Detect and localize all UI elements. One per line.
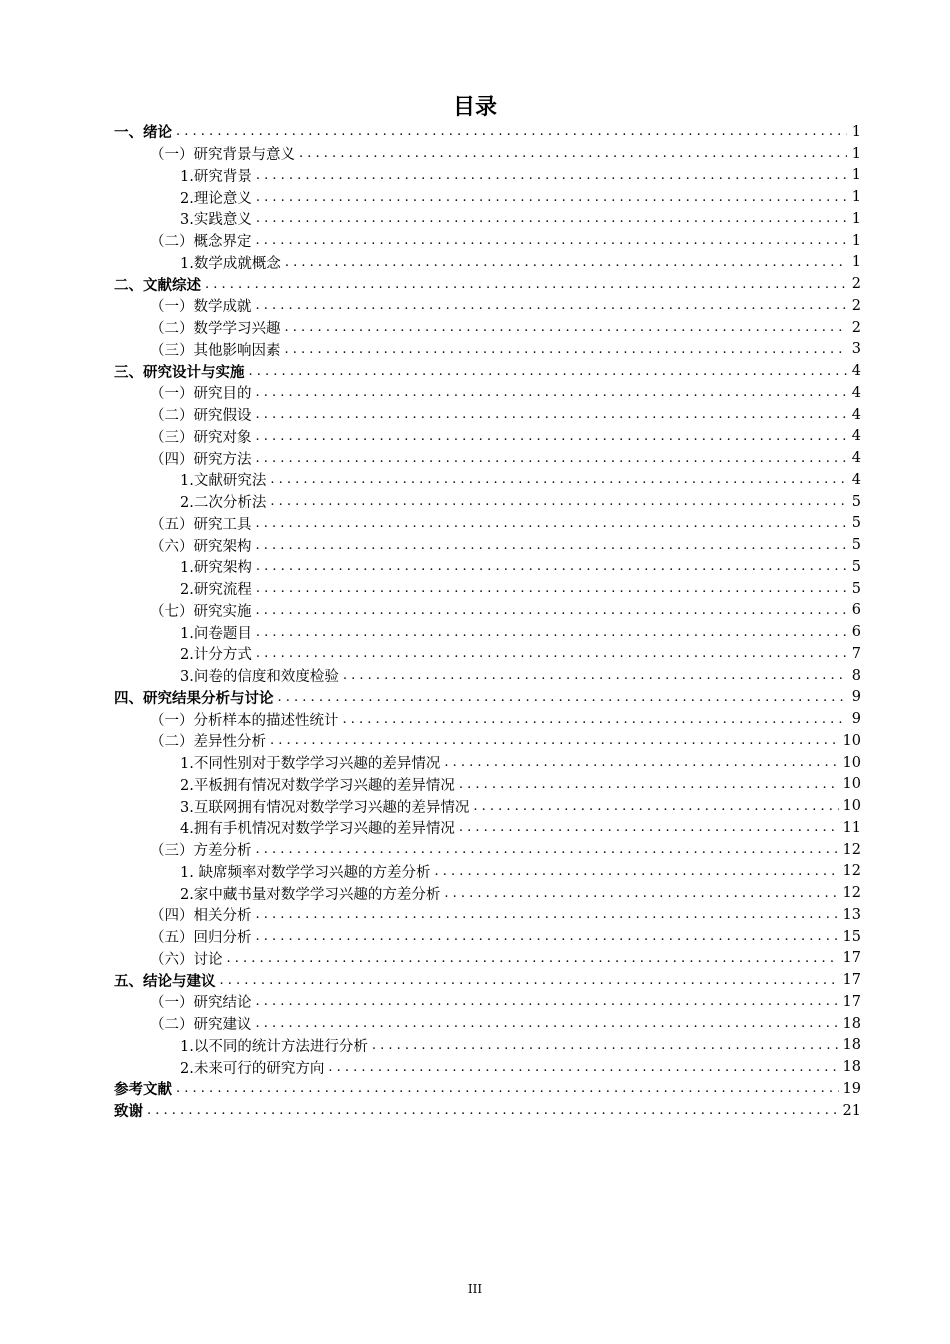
toc-leader-dots <box>270 733 839 748</box>
toc-entry-label: （四）研究方法 <box>150 451 252 468</box>
toc-entry[interactable] <box>114 513 861 535</box>
toc-entry-page: 4 <box>851 450 861 467</box>
toc-entry[interactable] <box>114 839 861 861</box>
toc-entry[interactable] <box>114 578 861 600</box>
toc-entry[interactable] <box>114 687 861 709</box>
toc-entry-label: 一、绪论 <box>114 125 172 142</box>
toc-entry-page: 8 <box>851 667 861 684</box>
toc-entry[interactable] <box>114 665 861 687</box>
toc-entry-page: 18 <box>842 1015 861 1032</box>
toc-leader-dots <box>256 603 848 618</box>
toc-entry-page: 1 <box>851 210 861 227</box>
toc-entry-label: 1.数学成就概念 <box>180 255 281 272</box>
toc-entry[interactable] <box>114 426 861 448</box>
toc-entry-page: 18 <box>842 1059 861 1076</box>
toc-entry[interactable] <box>114 948 861 970</box>
toc-entry[interactable] <box>114 534 861 556</box>
toc-entry-label: （一）研究结论 <box>150 995 252 1012</box>
toc-leader-dots <box>256 907 839 922</box>
toc-leader-dots <box>256 516 848 531</box>
toc-entry[interactable] <box>114 121 861 143</box>
toc-entry-label: （七）研究实施 <box>150 603 252 620</box>
toc-entry-page: 1 <box>851 232 861 249</box>
toc-entry-page: 5 <box>851 515 861 532</box>
toc-entry[interactable] <box>114 273 861 295</box>
toc-entry-label: （二）研究假设 <box>150 408 252 425</box>
toc-entry-label: 2.未来可行的研究方向 <box>180 1060 325 1077</box>
toc-entry[interactable] <box>114 208 861 230</box>
toc-entry[interactable] <box>114 295 861 317</box>
toc-entry[interactable] <box>114 165 861 187</box>
toc-entry-label: 1.以不同的统计方法进行分析 <box>180 1038 368 1055</box>
toc-entry[interactable] <box>114 861 861 883</box>
toc-entry-label: 1.研究架构 <box>180 560 252 577</box>
toc-entry[interactable] <box>114 752 861 774</box>
toc-entry-label: 2.平板拥有情况对数学学习兴趣的差异情况 <box>180 777 455 794</box>
toc-entry-page: 6 <box>851 602 861 619</box>
toc-entry-label: 2.二次分析法 <box>180 495 267 512</box>
toc-entry[interactable] <box>114 1078 861 1100</box>
toc-leader-dots <box>256 929 839 944</box>
toc-entry-page: 11 <box>842 819 861 836</box>
toc-leader-dots <box>285 255 847 270</box>
toc-entry-label: 2.计分方式 <box>180 647 252 664</box>
page-number: III <box>467 1282 483 1296</box>
toc-entry-page: 10 <box>842 732 861 749</box>
toc-leader-dots <box>256 385 848 400</box>
toc-leader-dots <box>285 320 848 335</box>
toc-leader-dots <box>270 472 847 487</box>
toc-leader-dots <box>220 973 839 988</box>
toc-entry[interactable] <box>114 230 861 252</box>
toc-entry-label: 三、研究设计与实施 <box>114 364 245 381</box>
toc-leader-dots <box>299 146 847 161</box>
toc-leader-dots <box>256 646 847 661</box>
toc-entry-label: （二）概念界定 <box>150 234 252 251</box>
toc-entry-page: 5 <box>851 558 861 575</box>
toc-entry-page: 6 <box>851 624 861 641</box>
toc-entry[interactable] <box>114 774 861 796</box>
toc-entry-label: 1.问卷题目 <box>180 625 252 642</box>
toc-entry-page: 17 <box>842 972 861 989</box>
toc-leader-dots <box>444 755 838 770</box>
toc-entry[interactable] <box>114 643 861 665</box>
toc-leader-dots <box>256 407 848 422</box>
toc-entry-page: 4 <box>851 428 861 445</box>
toc-leader-dots <box>434 864 838 879</box>
toc-entry[interactable] <box>114 252 861 274</box>
toc-entry-label: 3.互联网拥有情况对数学学习兴趣的差异情况 <box>180 799 470 816</box>
toc-leader-dots <box>256 190 847 205</box>
toc-entry-page: 1 <box>851 254 861 271</box>
toc-entry-page: 7 <box>851 645 861 662</box>
toc-entry[interactable] <box>114 382 861 404</box>
toc-entry-label: （六）讨论 <box>150 951 223 968</box>
toc-entry[interactable] <box>114 1056 861 1078</box>
toc-entry[interactable] <box>114 926 861 948</box>
toc-entry-page: 4 <box>851 406 861 423</box>
toc-leader-dots <box>372 1038 839 1053</box>
toc-leader-dots <box>256 559 847 574</box>
toc-leader-dots <box>256 842 839 857</box>
toc-entry-label: 致谢 <box>114 1104 143 1121</box>
toc-leader-dots <box>459 820 839 835</box>
toc-leader-dots <box>176 1081 839 1096</box>
toc-leader-dots <box>205 277 847 292</box>
toc-entry[interactable] <box>114 1013 861 1035</box>
toc-entry-page: 9 <box>851 711 861 728</box>
toc-entry[interactable] <box>114 969 861 991</box>
toc-entry-label: 1.不同性别对于数学学习兴趣的差异情况 <box>180 756 441 773</box>
toc-entry-label: （五）研究工具 <box>150 516 252 533</box>
toc-leader-dots <box>256 211 847 226</box>
toc-entry-page: 5 <box>851 493 861 510</box>
toc-entry-page: 9 <box>851 689 861 706</box>
toc-entry[interactable] <box>114 491 861 513</box>
toc-entry-label: （三）其他影响因素 <box>150 342 281 359</box>
toc-entry[interactable] <box>114 904 861 926</box>
toc-entry-page: 5 <box>851 580 861 597</box>
toc-leader-dots <box>256 451 848 466</box>
toc-entry[interactable] <box>114 621 861 643</box>
toc-entry-label: （一）研究背景与意义 <box>150 147 295 164</box>
toc-entry[interactable] <box>114 339 861 361</box>
toc-entry-page: 12 <box>842 885 861 902</box>
toc-leader-dots <box>256 538 848 553</box>
toc-entry-label: 2.研究流程 <box>180 582 252 599</box>
toc-entry-page: 1 <box>851 123 861 140</box>
toc-entry-label: （二）研究建议 <box>150 1017 252 1034</box>
toc-entry-label: 四、研究结果分析与讨论 <box>114 690 274 707</box>
toc-entry-label: 1.文献研究法 <box>180 473 267 490</box>
toc-entry-page: 21 <box>842 1102 861 1119</box>
toc-leader-dots <box>256 298 848 313</box>
toc-leader-dots <box>176 124 847 139</box>
toc-leader-dots <box>256 233 848 248</box>
toc-entry-page: 2 <box>851 297 861 314</box>
toc-entry-label: （一）研究目的 <box>150 386 252 403</box>
toc-entry-label: 1.研究背景 <box>180 168 252 185</box>
toc-entry-page: 12 <box>842 841 861 858</box>
toc-entry-page: 1 <box>851 167 861 184</box>
toc-entry[interactable] <box>114 186 861 208</box>
toc-entry-label: （五）回归分析 <box>150 930 252 947</box>
toc-entry-page: 10 <box>842 754 861 771</box>
toc-entry-label: （二）差异性分析 <box>150 734 266 751</box>
toc-entry-label: 3.实践意义 <box>180 212 252 229</box>
toc-entry-label: （一）分析样本的描述性统计 <box>150 712 339 729</box>
toc-entry-page: 12 <box>842 863 861 880</box>
toc-entry-label: （一）数学成就 <box>150 299 252 316</box>
toc-leader-dots <box>256 994 839 1009</box>
toc-leader-dots <box>147 1103 839 1118</box>
toc-leader-dots <box>343 668 847 683</box>
toc-entry[interactable] <box>114 817 861 839</box>
toc-entry-label: 2.理论意义 <box>180 190 252 207</box>
toc-entry-page: 1 <box>851 189 861 206</box>
toc-entry-page: 18 <box>842 1037 861 1054</box>
toc-entry-label: （四）相关分析 <box>150 908 252 925</box>
toc-entry[interactable] <box>114 730 861 752</box>
toc-entry-label: （三）研究对象 <box>150 429 252 446</box>
toc-leader-dots <box>285 342 848 357</box>
table-of-contents <box>114 121 861 1122</box>
toc-leader-dots <box>256 625 847 640</box>
toc-leader-dots <box>278 690 848 705</box>
toc-leader-dots <box>270 494 847 509</box>
toc-entry-page: 5 <box>851 537 861 554</box>
toc-entry-label: 4.拥有手机情况对数学学习兴趣的差异情况 <box>180 821 455 838</box>
toc-entry[interactable] <box>114 708 861 730</box>
toc-leader-dots <box>256 168 847 183</box>
toc-entry[interactable] <box>114 404 861 426</box>
toc-entry[interactable] <box>114 1100 861 1122</box>
toc-entry-label: 1. 缺席频率对数学学习兴趣的方差分析 <box>180 864 431 881</box>
toc-leader-dots <box>473 799 838 814</box>
toc-entry[interactable] <box>114 447 861 469</box>
toc-entry[interactable] <box>114 556 861 578</box>
toc-entry-page: 2 <box>851 319 861 336</box>
toc-entry-label: 3.问卷的信度和效度检验 <box>180 669 339 686</box>
toc-entry-label: 参考文献 <box>114 1082 172 1099</box>
toc-entry-page: 2 <box>851 276 861 293</box>
toc-leader-dots <box>444 886 838 901</box>
toc-entry-label: （三）方差分析 <box>150 843 252 860</box>
toc-entry-page: 13 <box>842 906 861 923</box>
toc-entry[interactable] <box>114 469 861 491</box>
toc-leader-dots <box>256 429 848 444</box>
toc-entry[interactable] <box>114 882 861 904</box>
page-title: 目录 <box>452 95 497 120</box>
toc-entry-page: 4 <box>851 384 861 401</box>
toc-entry[interactable] <box>114 1035 861 1057</box>
toc-leader-dots <box>459 777 839 792</box>
toc-entry-page: 3 <box>851 341 861 358</box>
toc-entry-label: 五、结论与建议 <box>114 973 216 990</box>
toc-leader-dots <box>343 712 848 727</box>
toc-entry[interactable] <box>114 795 861 817</box>
toc-entry[interactable] <box>114 991 861 1013</box>
toc-entry-label: 二、文献综述 <box>114 277 201 294</box>
toc-entry[interactable] <box>114 143 861 165</box>
toc-entry-page: 4 <box>851 471 861 488</box>
toc-entry-page: 17 <box>842 950 861 967</box>
toc-entry-page: 10 <box>842 798 861 815</box>
toc-entry-label: （二）数学学习兴趣 <box>150 321 281 338</box>
toc-entry-page: 1 <box>851 145 861 162</box>
toc-entry-page: 4 <box>851 363 861 380</box>
toc-leader-dots <box>249 364 848 379</box>
toc-entry-page: 10 <box>842 776 861 793</box>
toc-entry-page: 17 <box>842 993 861 1010</box>
toc-leader-dots <box>227 951 839 966</box>
toc-entry-page: 15 <box>842 928 861 945</box>
toc-entry[interactable] <box>114 600 861 622</box>
toc-entry-label: （六）研究架构 <box>150 538 252 555</box>
toc-entry-page: 19 <box>842 1080 861 1097</box>
toc-entry-label: 2.家中藏书量对数学学习兴趣的方差分析 <box>180 886 441 903</box>
toc-entry[interactable] <box>114 360 861 382</box>
toc-leader-dots <box>256 581 847 596</box>
toc-leader-dots <box>328 1060 838 1075</box>
toc-entry[interactable] <box>114 317 861 339</box>
toc-leader-dots <box>256 1016 839 1031</box>
